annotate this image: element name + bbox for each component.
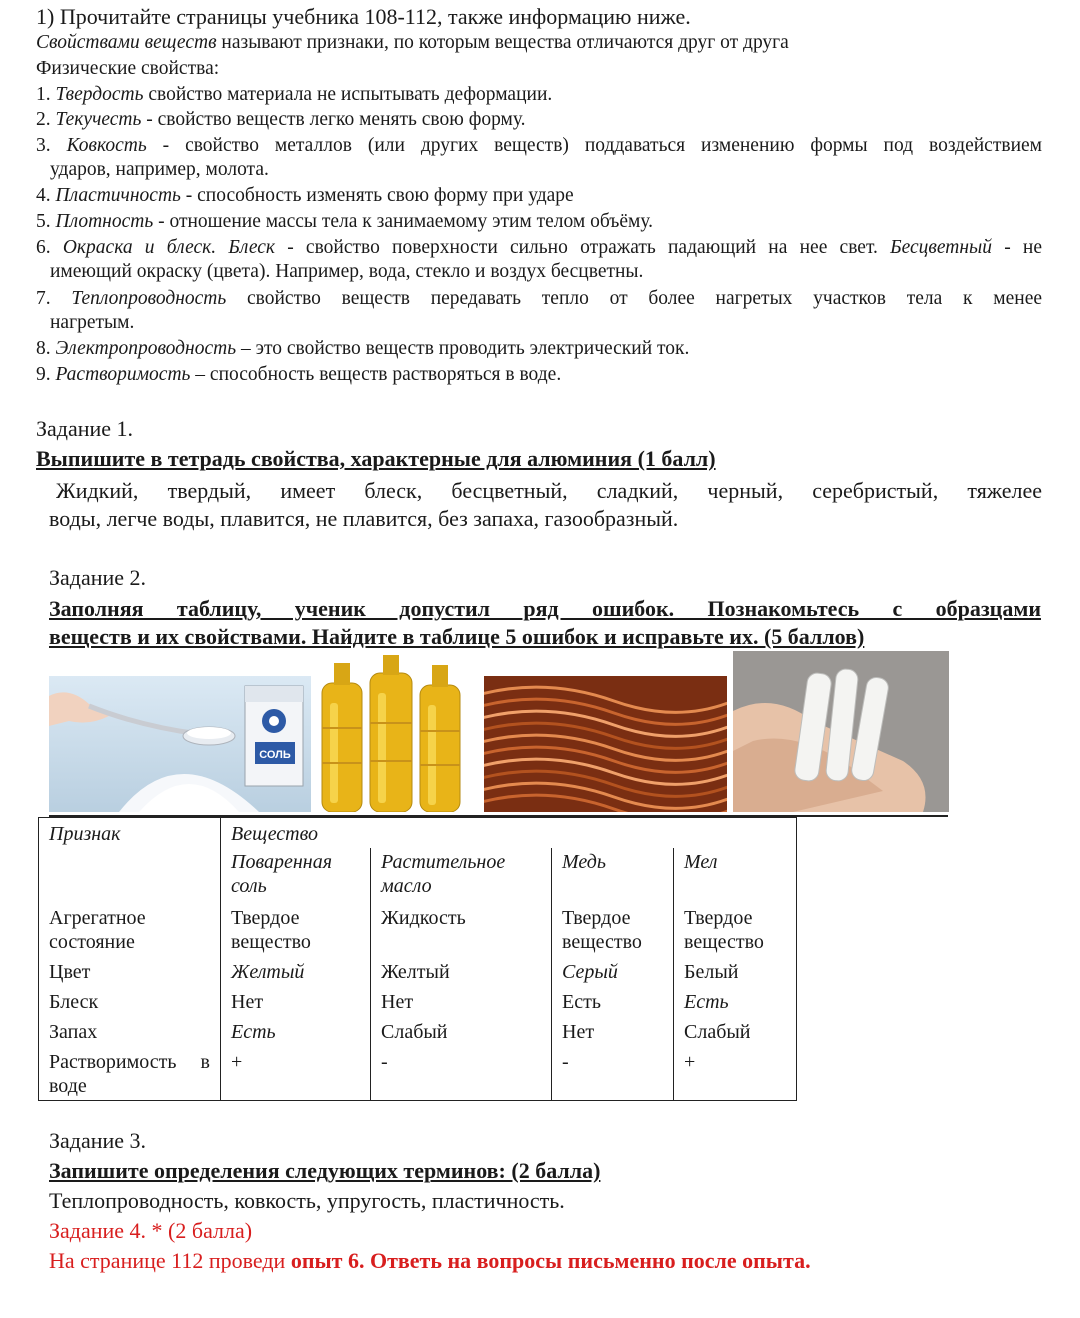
header-attribute: Признак [39, 818, 221, 849]
table-cell: Нет [371, 986, 552, 1016]
table-cell: Есть [674, 986, 797, 1016]
chalk-image [733, 651, 949, 812]
properties-table [38, 817, 797, 1101]
item-text: - свойство веществ легко менять свою форму. [141, 109, 526, 130]
table-row [39, 986, 797, 1016]
table-cell: Есть [552, 986, 674, 1016]
table-cell: Серый [552, 956, 674, 986]
task3-label: Задание 3. [49, 1128, 147, 1153]
item-number: 1. [36, 84, 56, 105]
task4-instruction-bold: опыт 6. Ответь на вопросы письменно после опыта. [290, 1248, 811, 1273]
oil-image [318, 653, 464, 812]
substance-chalk: Мел [674, 848, 797, 904]
definition-term: Свойствами веществ [36, 32, 217, 53]
item-text-2: - не [992, 237, 1043, 258]
property-item-6-cont: имеющий окраску (цвета). Например, вода, стекло и воздух бесцветны. [50, 261, 644, 282]
table-cell: Нет [552, 1016, 674, 1046]
table-cell-empty [39, 848, 221, 904]
chalk-illustration [733, 651, 949, 812]
item-text: – способность веществ растворяться в воде. [190, 364, 562, 385]
definition-text: называют признаки, по которым вещества отличаются друг от друга [216, 32, 789, 53]
item-text: – это свойство веществ проводить электрический ток. [236, 338, 690, 359]
table-cell: Нет [221, 986, 371, 1016]
item-text: свойство веществ передавать тепло от более нагретых участков тела к менее [226, 288, 1043, 309]
row-label: Запах [39, 1016, 221, 1046]
table-cell: Твердое вещество [552, 904, 674, 956]
row-label: Агрегатное состояние [39, 904, 221, 956]
item-term: Теплопроводность [71, 288, 227, 309]
item-number: 7. [36, 288, 72, 309]
table-row [39, 1046, 797, 1101]
table-cell: - [371, 1046, 552, 1101]
table-cell: Желтый [221, 956, 371, 986]
intro-title: 1) Прочитайте страницы учебника 108-112, также информацию ниже. [36, 4, 691, 29]
item-number: 3. [36, 135, 67, 156]
item-term: Ковкость [66, 135, 147, 156]
property-item-1 [36, 83, 1042, 107]
table-row [39, 904, 797, 956]
definition-line [36, 31, 789, 55]
task2-heading-line2: веществ и их свойствами. Найдите в таблице 5 ошибок и исправьте их. (5 баллов) [49, 624, 865, 649]
property-item-3 [36, 134, 1042, 158]
table-cell: Слабый [371, 1016, 552, 1046]
property-item-2 [36, 108, 1042, 132]
table-substance-row [39, 848, 797, 904]
table-cell: + [674, 1046, 797, 1101]
item-number: 4. [36, 185, 56, 206]
table-header-row [39, 818, 797, 849]
property-item-7 [36, 287, 1042, 311]
item-text: - отношение массы тела к занимаемому этим телом объёму. [153, 211, 654, 232]
salt-illustration [49, 676, 311, 812]
task1-label: Задание 1. [36, 416, 134, 441]
substance-oil: Растительное масло [371, 848, 552, 904]
table-row [39, 956, 797, 986]
task2-label: Задание 2. [49, 565, 147, 590]
task1-options-line2: воды, легче воды, плавится, не плавится, без запаха, газообразный. [49, 506, 679, 531]
table-cell: Жидкость [371, 904, 552, 956]
row-label: Растворимость в воде [39, 1046, 221, 1101]
property-item-5 [36, 210, 653, 234]
item-text: - свойство металлов (или других веществ) поддаваться изменению формы под воздействием [146, 135, 1042, 156]
table-cell: - [552, 1046, 674, 1101]
item-term: Текучесть [55, 109, 142, 130]
item-number: 2. [36, 109, 56, 130]
item-text: свойство материала не испытывать деформации. [143, 84, 553, 105]
table-row [39, 1016, 797, 1046]
physical-properties-heading: Физические свойства: [36, 58, 220, 79]
item-text: - свойство поверхности сильно отражать падающий на нее свет. [275, 237, 891, 258]
item-term: Твердость [55, 84, 144, 105]
table-cell: Слабый [674, 1016, 797, 1046]
task4-instruction [49, 1248, 811, 1274]
oil-bottles-illustration [318, 653, 464, 812]
property-item-9 [36, 363, 561, 387]
table-cell: Желтый [371, 956, 552, 986]
task3-terms: Теплопроводность, ковкость, упругость, пластичность. [49, 1188, 565, 1213]
property-item-4 [36, 184, 574, 208]
task4-instruction-normal: На странице 112 проведи [49, 1248, 291, 1273]
item-text: - способность изменять свою форму при ударе [180, 185, 574, 206]
property-item-8 [36, 337, 689, 361]
item-number: 5. [36, 211, 56, 232]
task4-label: Задание 4. * (2 балла) [49, 1218, 253, 1243]
item-term: Пластичность [55, 185, 181, 206]
item-term: Окраска и блеск. Блеск [62, 237, 275, 258]
task3-heading: Запишите определения следующих терминов: (2 балла) [49, 1158, 601, 1183]
item-number: 8. [36, 338, 56, 359]
task1-options-line1: Жидкий, твердый, имеет блеск, бесцветный, сладкий, черный, серебристый, тяжелее [56, 478, 1042, 503]
table-cell: Белый [674, 956, 797, 986]
task1-heading: Выпишите в тетрадь свойства, характерные для алюминия (1 балл) [36, 446, 716, 471]
item-term: Растворимость [55, 364, 191, 385]
item-term-2: Бесцветный [890, 237, 992, 258]
item-number: 6. [36, 237, 63, 258]
substance-copper: Медь [552, 848, 674, 904]
task2-heading-line1: Заполняя таблицу, ученик допустил ряд ошибок. Познакомьтесь с образцами [49, 596, 1041, 621]
table-cell: Твердое вещество [674, 904, 797, 956]
table-cell: + [221, 1046, 371, 1101]
property-item-3-cont: ударов, например, молота. [50, 159, 269, 180]
copper-image [484, 676, 727, 812]
salt-pack-label: СОЛЬ [259, 749, 291, 761]
table-cell: Твердое вещество [221, 904, 371, 956]
copper-wire-illustration [484, 676, 727, 812]
property-item-7-cont: нагретым. [50, 312, 135, 333]
header-substance-group: Вещество [221, 818, 797, 849]
salt-image [49, 676, 311, 812]
item-number: 9. [36, 364, 56, 385]
item-term: Плотность [55, 211, 154, 232]
row-label: Блеск [39, 986, 221, 1016]
item-term: Электропроводность [55, 338, 237, 359]
table-cell: Есть [221, 1016, 371, 1046]
row-label: Цвет [39, 956, 221, 986]
property-item-6 [36, 236, 1042, 260]
substance-salt: Поваренная соль [221, 848, 371, 904]
